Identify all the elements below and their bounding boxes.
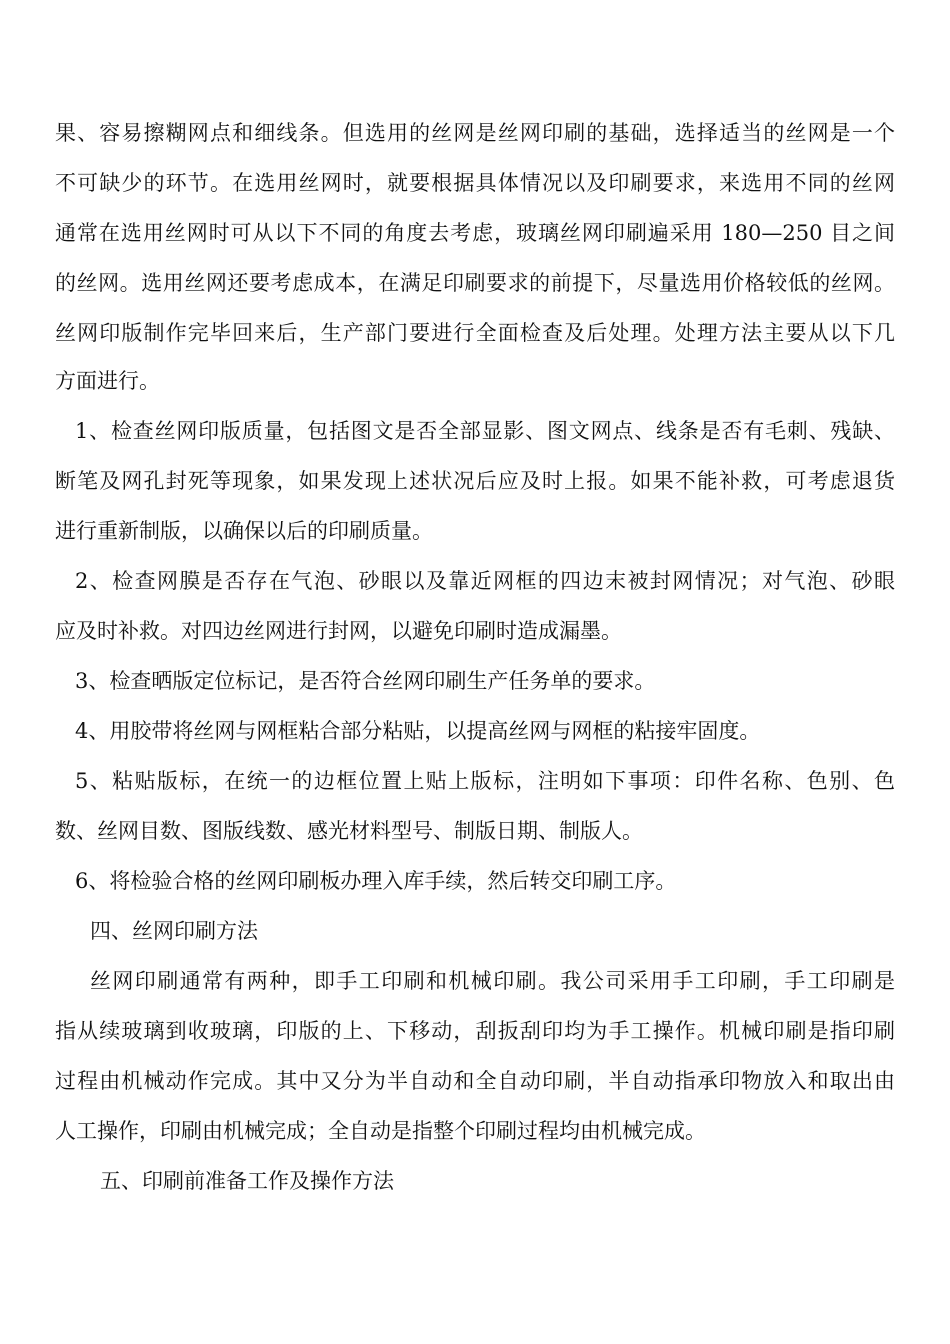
section-heading-5: 五、印刷前准备工作及操作方法 — [100, 1169, 394, 1193]
text-line: 人工操作，印刷由机械完成；全自动是指整个印刷过程均由机械完成。 — [55, 1119, 706, 1143]
text-line: 数、丝网目数、图版线数、感光材料型号、制版日期、制版人。 — [55, 819, 643, 843]
list-item-2: 2、检查网膜是否存在气泡、砂眼以及靠近网框的四边末被封网情况；对气泡、砂眼 — [75, 569, 895, 593]
text-line: 通常在选用丝网时可从以下不同的角度去考虑，玻璃丝网印刷遍采用 180—250 目之间 — [55, 221, 895, 245]
text-line: 不可缺少的环节。在选用丝网时，就要根据具体情况以及印刷要求，来选用不同的丝网 — [55, 171, 895, 195]
list-item-6: 6、将检验合格的丝网印刷板办理入库手续，然后转交印刷工序。 — [75, 869, 677, 893]
text-line: 的丝网。选用丝网还要考虑成本，在满足印刷要求的前提下，尽量选用价格较低的丝网。 — [55, 271, 895, 295]
text-line: 过程由机械动作完成。其中又分为半自动和全自动印刷，半自动指承印物放入和取出由 — [55, 1069, 895, 1093]
list-item-1: 1、检查丝网印版质量，包括图文是否全部显影、图文网点、线条是否有毛刺、残缺、 — [75, 419, 895, 443]
text-line: 应及时补救。对四边丝网进行封网，以避免印刷时造成漏墨。 — [55, 619, 622, 643]
list-item-3: 3、检查晒版定位标记，是否符合丝网印刷生产任务单的要求。 — [75, 669, 656, 693]
text-line: 方面进行。 — [55, 369, 160, 393]
text-line: 果、容易擦糊网点和细线条。但选用的丝网是丝网印刷的基础，选择适当的丝网是一个 — [55, 121, 895, 145]
text-line: 指从续玻璃到收玻璃，印版的上、下移动，刮扳刮印均为手工操作。机械印刷是指印刷 — [55, 1019, 895, 1043]
list-item-4: 4、用胶带将丝网与网框粘合部分粘贴，以提高丝网与网框的粘接牢固度。 — [75, 719, 761, 743]
text-line: 进行重新制版，以确保以后的印刷质量。 — [55, 519, 433, 543]
text-line: 丝网印刷通常有两种，即手工印刷和机械印刷。我公司采用手工印刷，手工印刷是 — [90, 969, 895, 993]
list-item-5: 5、粘贴版标，在统一的边框位置上贴上版标，注明如下事项：印件名称、色别、色 — [75, 769, 895, 793]
text-line: 丝网印版制作完毕回来后，生产部门要进行全面检查及后处理。处理方法主要从以下几 — [55, 321, 895, 345]
text-line: 断笔及网孔封死等现象，如果发现上述状况后应及时上报。如果不能补救，可考虑退货 — [55, 469, 895, 493]
section-heading-4: 四、丝网印刷方法 — [90, 919, 258, 943]
